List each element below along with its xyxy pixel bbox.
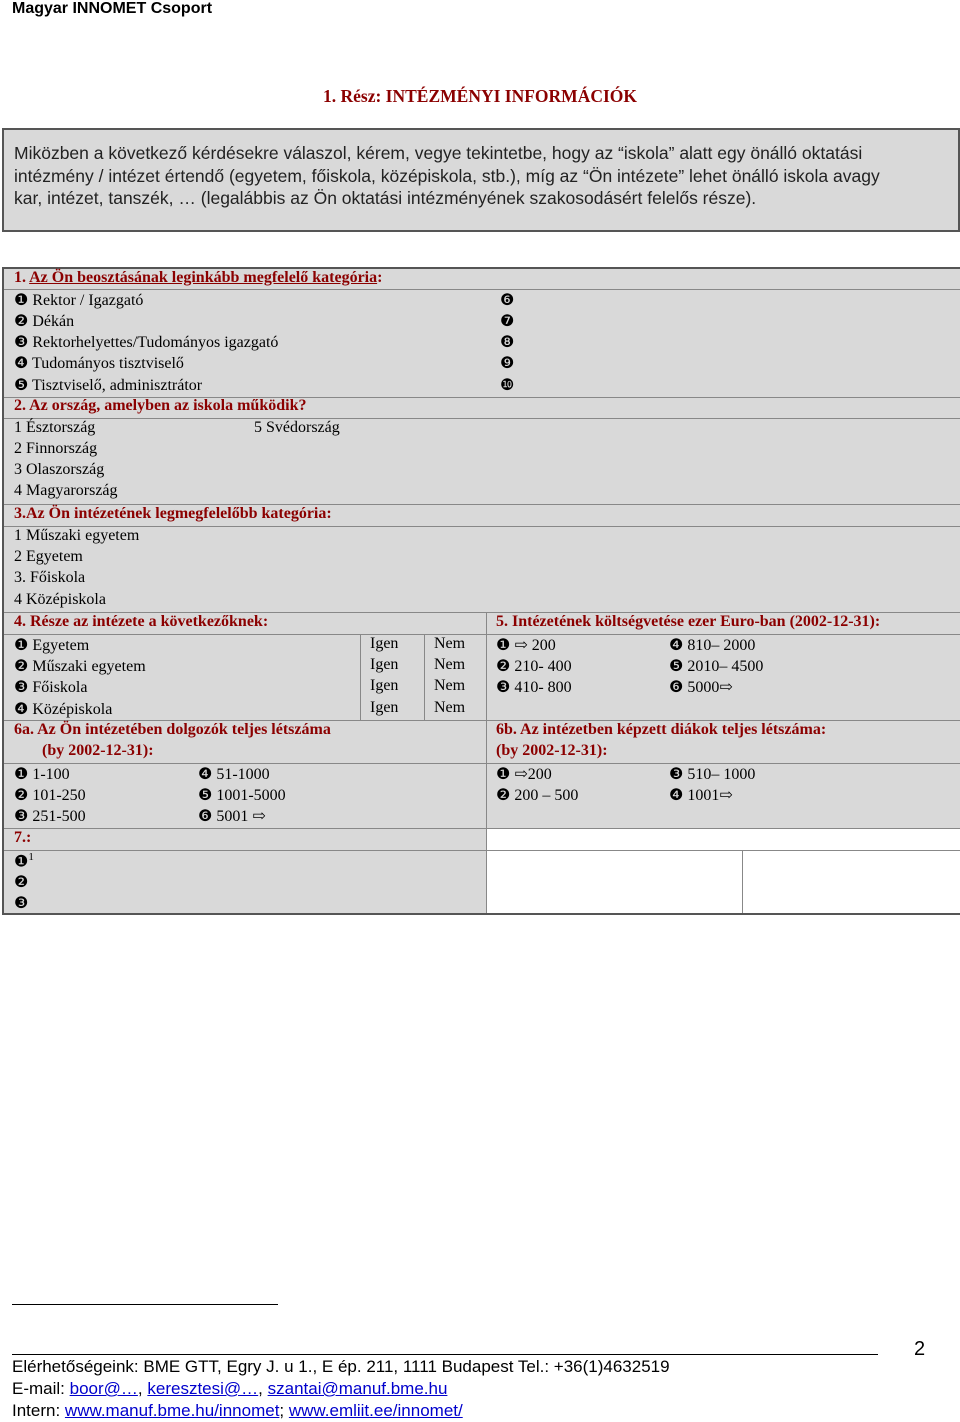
q6b-option-1[interactable]: ❶ ⇨200 [496,766,552,783]
q3-option-4[interactable]: 4 Középiskola [14,591,106,608]
q6b-option-3[interactable]: ❸ 510– 1000 [669,766,756,783]
intro-line-2: intézmény / intézet értendő (egyetem, főiskola, középiskola, stb.), míg az “Ön intézete” lehet önálló iskola avagy [14,165,880,186]
page-number: 2 [914,1338,926,1360]
q6b-subtitle: (by 2002-12-31): [496,742,608,759]
q4-yes-3[interactable]: Igen [370,677,399,694]
footer-email-line: E-mail: boor@…, keresztesi@…, szantai@manuf.bme.hu [12,1379,448,1398]
q3-option-1[interactable]: 1 Műszaki egyetem [14,527,140,544]
header-org: Magyar INNOMET Csoport [12,0,213,17]
q4-option-3: ❸ Főiskola [14,679,88,696]
q7-option-1[interactable]: ❶$^1$ [14,851,34,871]
q4-option-2: ❷ Műszaki egyetem [14,658,146,675]
footer-web-line: Intern: www.manuf.bme.hu/innomet; www.emliit.ee/innomet/ [12,1401,463,1420]
q1-option-3[interactable]: ❸ Rektorhelyettes/Tudományos igazgató [14,334,279,351]
q4-option-1: ❶ Egyetem [14,637,90,654]
q6b-title: 6b. Az intézetben képzett diákok teljes létszáma: [496,721,827,738]
q7-answer-area[interactable] [486,829,960,913]
q2-option-3[interactable]: 3 Olaszország [14,461,105,478]
q6a-option-1[interactable]: ❶ 1-100 [14,766,70,783]
q6b-option-2[interactable]: ❷ 200 – 500 [496,787,579,804]
q6a-option-6[interactable]: ❻ 5001 ⇨ [198,808,266,825]
q4-no-3[interactable]: Nem [434,677,466,694]
q5-option-3[interactable]: ❸ 410- 800 [496,679,572,696]
email-link-3[interactable]: szantai@manuf.bme.hu [267,1379,448,1398]
q1-option-4[interactable]: ❹ Tudományos tisztviselő [14,355,184,372]
q5-option-1[interactable]: ❶ ⇨ 200 [496,637,556,654]
q5-title: 5. Intézetének költségvetése ezer Euro-ban (2002-12-31): [496,613,881,630]
q1-option-7[interactable]: ❼ [500,313,515,330]
q4-option-4: ❹ Középiskola [14,701,113,718]
q2-option-1[interactable]: 1 Észtország [14,419,96,436]
q6a-option-5[interactable]: ❺ 1001-5000 [198,787,286,804]
q5-option-5[interactable]: ❺ 2010– 4500 [669,658,764,675]
q1-option-2[interactable]: ❷ Dékán [14,313,75,330]
q3-option-2[interactable]: 2 Egyetem [14,548,83,565]
q4-yes-1[interactable]: Igen [370,635,399,652]
q7-option-2[interactable]: ❷ [14,874,29,891]
q1-option-9[interactable]: ❾ [500,355,515,372]
q7-option-3[interactable]: ❸ [14,895,29,912]
q6a-option-2[interactable]: ❷ 101-250 [14,787,86,804]
q4-yes-2[interactable]: Igen [370,656,399,673]
q5-option-4[interactable]: ❹ 810– 2000 [669,637,756,654]
intro-line-1: Miközben a következő kérdésekre válaszol, kérem, vegye tekintetbe, hogy az “iskola” alatt egy önálló oktatási [14,143,863,163]
q4-title: 4. Része az intézete a következőknek: [14,613,269,630]
q4-no-1[interactable]: Nem [434,635,466,652]
web-link-2[interactable]: www.emliit.ee/innomet/ [288,1401,463,1420]
q1-option-6[interactable]: ❻ [500,292,515,309]
q6a-title: 6a. Az Ön intézetében dolgozók teljes létszáma [14,721,331,738]
q2-option-5[interactable]: 5 Svédország [254,419,340,436]
q1-option-10[interactable]: ❿ [500,377,515,394]
page-title: 1. Rész: INTÉZMÉNYI INFORMÁCIÓK [322,86,638,106]
email-link-1[interactable]: boor@… [69,1379,138,1398]
q6a-option-3[interactable]: ❸ 251-500 [14,808,86,825]
q2-option-2[interactable]: 2 Finnország [14,440,98,457]
footer [12,1356,670,1422]
email-link-2[interactable]: keresztesi@… [147,1379,259,1398]
q2-title: 2. Az ország, amelyben az iskola működik? [14,397,307,414]
q3-option-3[interactable]: 3. Főiskola [14,569,86,586]
q5-option-2[interactable]: ❷ 210- 400 [496,658,572,675]
footer-rule [12,1354,878,1355]
q1-option-5[interactable]: ❺ Tisztviselő, adminisztrátor [14,377,203,394]
footer-contact: Elérhetőségeink: BME GTT, Egry J. u 1., E ép. 211, 1111 Budapest Tel.: +36(1)4632519 [12,1357,670,1376]
q5-option-6[interactable]: ❻ 5000⇨ [669,679,733,696]
q6a-option-4[interactable]: ❹ 51-1000 [198,766,270,783]
intro-box [2,128,960,232]
q2-option-4[interactable]: 4 Magyarország [14,482,118,499]
q1-option-1[interactable]: ❶ Rektor / Igazgató [14,292,144,309]
q4-yes-4[interactable]: Igen [370,699,399,716]
survey-form [2,267,960,915]
q3-title: 3.Az Ön intézetének legmegfelelőbb kategória: [14,505,332,522]
q6a-subtitle: (by 2002-12-31): [42,742,154,759]
q6b-option-4[interactable]: ❹ 1001⇨ [669,787,733,804]
q4-no-4[interactable]: Nem [434,699,466,716]
intro-line-3: kar, intézet, tanszék, … (legalábbis az Ön oktatási intézményének szakosodásért felelős része). [14,188,757,208]
q4-no-2[interactable]: Nem [434,656,466,673]
q7-title: 7.: [14,829,32,846]
footnote-rule [12,1304,278,1305]
q1-title: 1. Az Ön beosztásának leginkább megfelelő kategória: [14,269,383,286]
web-link-1[interactable]: www.manuf.bme.hu/innomet [64,1401,280,1420]
q1-option-8[interactable]: ❽ [500,334,515,351]
